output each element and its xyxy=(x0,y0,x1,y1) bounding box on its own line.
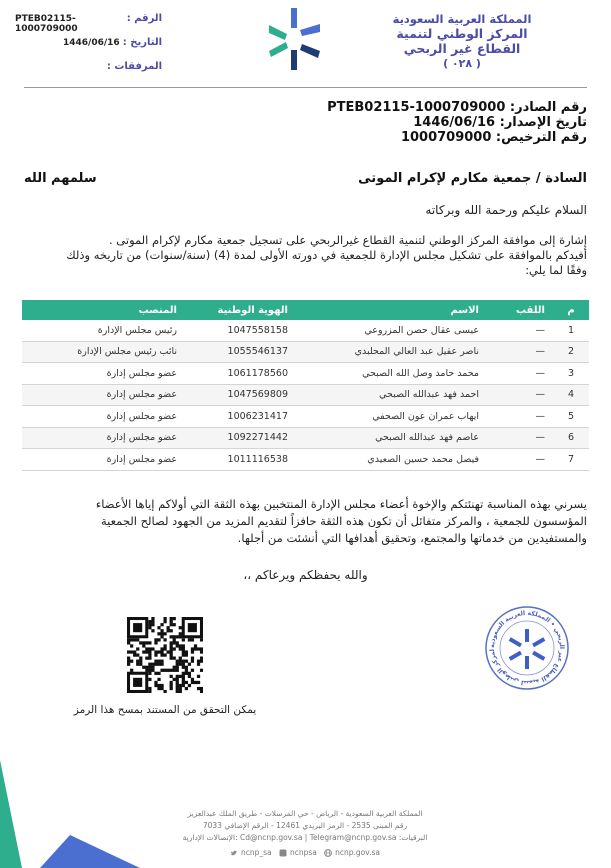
org-country: المملكة العربية السعودية xyxy=(392,12,532,26)
cell-title: — xyxy=(487,449,553,471)
ncnp-logo-icon xyxy=(266,6,322,72)
salam-line: السلام عليكم ورحمة الله وبركاته xyxy=(425,203,587,217)
header-divider xyxy=(24,87,587,88)
closing-line1: يسرني بهذه المناسبة تهنئتكم والإخوة أعضاء مجلس الإدارة المنتخبين بهذه الثقة التي أولاكم إياها الأعضاء xyxy=(95,497,587,511)
cell-title: — xyxy=(487,384,553,406)
qr-verification-note: يمكن التحقق من المستند بمسح هذا الرمز xyxy=(73,704,257,716)
cell-position: عضو مجلس إدارة xyxy=(22,427,185,449)
table-row xyxy=(22,449,589,471)
col-position: المنصب xyxy=(22,300,185,320)
org-code: ( ٠٢٨ ) xyxy=(443,57,481,70)
official-stamp-icon xyxy=(484,605,570,691)
closing-line3: والمستفيدين من خدماتها والمجتمع، وتحقيق أهدافها التي أنشئت من أجلها. xyxy=(237,531,587,545)
cell-name: محمد حامد وصل الله الصبحي xyxy=(296,363,487,385)
cell-national-id: 1055546137 xyxy=(185,341,296,363)
cell-position: عضو مجلس إدارة xyxy=(22,363,185,385)
license-number: رقم الترخيص: 1000709000 xyxy=(400,130,587,145)
signoff: والله يحفظكم ويرعاكم ،، xyxy=(243,568,368,582)
twitter-icon xyxy=(230,849,238,857)
cell-position: عضو مجلس إدارة xyxy=(22,406,185,428)
cell-number: 4 xyxy=(553,384,589,406)
cell-number: 2 xyxy=(553,341,589,363)
table-row xyxy=(22,427,589,449)
cell-name: عاصم فهد عبدالله الصبحي xyxy=(296,427,487,449)
cell-number: 6 xyxy=(553,427,589,449)
cell-national-id: 1061178560 xyxy=(185,363,296,385)
cell-national-id: 1006231417 xyxy=(185,406,296,428)
footer-address-line1: المملكة العربية السعودية - الرياض - حي المرسلات - طريق الملك عبدالعزيز xyxy=(187,809,423,818)
cell-title: — xyxy=(487,406,553,428)
issued-number: رقم الصادر: PTEB02115-1000709000 xyxy=(327,100,587,115)
cell-position: عضو مجلس إدارة xyxy=(22,449,185,471)
cell-position: عضو مجلس إدارة xyxy=(22,384,185,406)
addressee: السادة / جمعية مكارم لإكرام الموتى xyxy=(358,171,587,186)
twitter-link[interactable] xyxy=(230,848,272,857)
cell-national-id: 1047569809 xyxy=(185,384,296,406)
table-row xyxy=(22,320,589,341)
cell-title: — xyxy=(487,320,553,341)
snapchat-handle: ncnpsa xyxy=(289,848,317,857)
cell-position: رئيس مجلس الإدارة xyxy=(22,320,185,341)
website-url: ncnp.gov.sa xyxy=(335,848,380,857)
paragraph-line2: أفيدكم بالموافقة على تشكيل مجلس الإدارة للجمعية في دورته الأولى لمدة (4) (سنة/سنوات) من تاريخه وذلك xyxy=(66,248,587,262)
decorative-corner-shapes xyxy=(0,740,140,868)
paragraph-line1: إشارة إلى موافقة المركز الوطني لتنمية القطاع غيرالربحي على تسجيل جمعية مكارم لإكرام الموتى . xyxy=(108,233,587,247)
cell-title: — xyxy=(487,363,553,385)
greeting-right: سلمهم الله xyxy=(24,171,97,186)
table-row xyxy=(22,363,589,385)
col-title: اللقب xyxy=(487,300,553,320)
cell-number: 1 xyxy=(553,320,589,341)
cell-name: فيصل محمد حسين الصعيدي xyxy=(296,449,487,471)
org-name-line1: المركز الوطني لتنمية xyxy=(396,26,528,41)
website-link[interactable] xyxy=(324,848,380,857)
table-row xyxy=(22,384,589,406)
snapchat-icon xyxy=(279,849,287,857)
cell-title: — xyxy=(487,341,553,363)
ref-label: الرقم : xyxy=(126,13,162,24)
date-label: التاريخ : xyxy=(122,37,162,48)
snapchat-link[interactable] xyxy=(279,848,317,857)
cell-number: 3 xyxy=(553,363,589,385)
globe-icon xyxy=(324,849,332,857)
cell-national-id: 1047558158 xyxy=(185,320,296,341)
cell-national-id: 1011116538 xyxy=(185,449,296,471)
col-national-id: الهوية الوطنية xyxy=(185,300,296,320)
cell-name: ناصر عقيل عبد العالي المحلبدي xyxy=(296,341,487,363)
footer-contact-line: البرقيات: Cd@ncnp.gov.sa | Telegram@ncnp.gov.sa :الإتصالات الإدارية xyxy=(182,833,428,842)
board-members-table xyxy=(22,300,589,471)
ref-value: PTEB02115-1000709000 xyxy=(15,14,78,34)
cell-number: 7 xyxy=(553,449,589,471)
table-row xyxy=(22,406,589,428)
closing-line2: المؤسسون للجمعية ، والمركز متفائل أن تكون هذه الثقة حافزاً لتقديم المزيد من الجهود لصالح الجمعية xyxy=(101,514,587,528)
cell-title: — xyxy=(487,427,553,449)
social-links xyxy=(230,848,380,857)
organization-name xyxy=(357,12,567,72)
footer-address-line2: رقم المبنى 2535 - الرمز البريدي 12461 - الرقم الإضافي 7033 xyxy=(202,821,408,830)
table-header-row xyxy=(22,300,589,320)
col-number: م xyxy=(553,300,589,320)
verification-qr-code[interactable] xyxy=(127,617,203,693)
twitter-handle: ncnp_sa xyxy=(241,848,272,857)
paragraph-line3: وفقًا لما يلي: xyxy=(525,263,587,277)
cell-national-id: 1092271442 xyxy=(185,427,296,449)
cell-name: احمد فهد عبدالله الصبحي xyxy=(296,384,487,406)
org-name-line2: القطاع غير الربحي xyxy=(403,41,521,56)
date-value: 1446/06/16 xyxy=(63,38,120,48)
issue-date: تاريخ الإصدار: 1446/06/16 xyxy=(413,115,587,130)
cell-number: 5 xyxy=(553,406,589,428)
table-row xyxy=(22,341,589,363)
cell-name: ايهاب عمران عون الصحفي xyxy=(296,406,487,428)
cell-position: نائب رئيس مجلس الإدارة xyxy=(22,341,185,363)
stamp-ring-text: لمركز الوطني لتنمية القطاع غير الربحي • المملكة العربية السعودية xyxy=(488,609,566,687)
col-name: الاسم xyxy=(296,300,487,320)
cell-name: عيسى عقال حصن المزروعي xyxy=(296,320,487,341)
attachments-label: المرفقات : xyxy=(106,61,162,72)
